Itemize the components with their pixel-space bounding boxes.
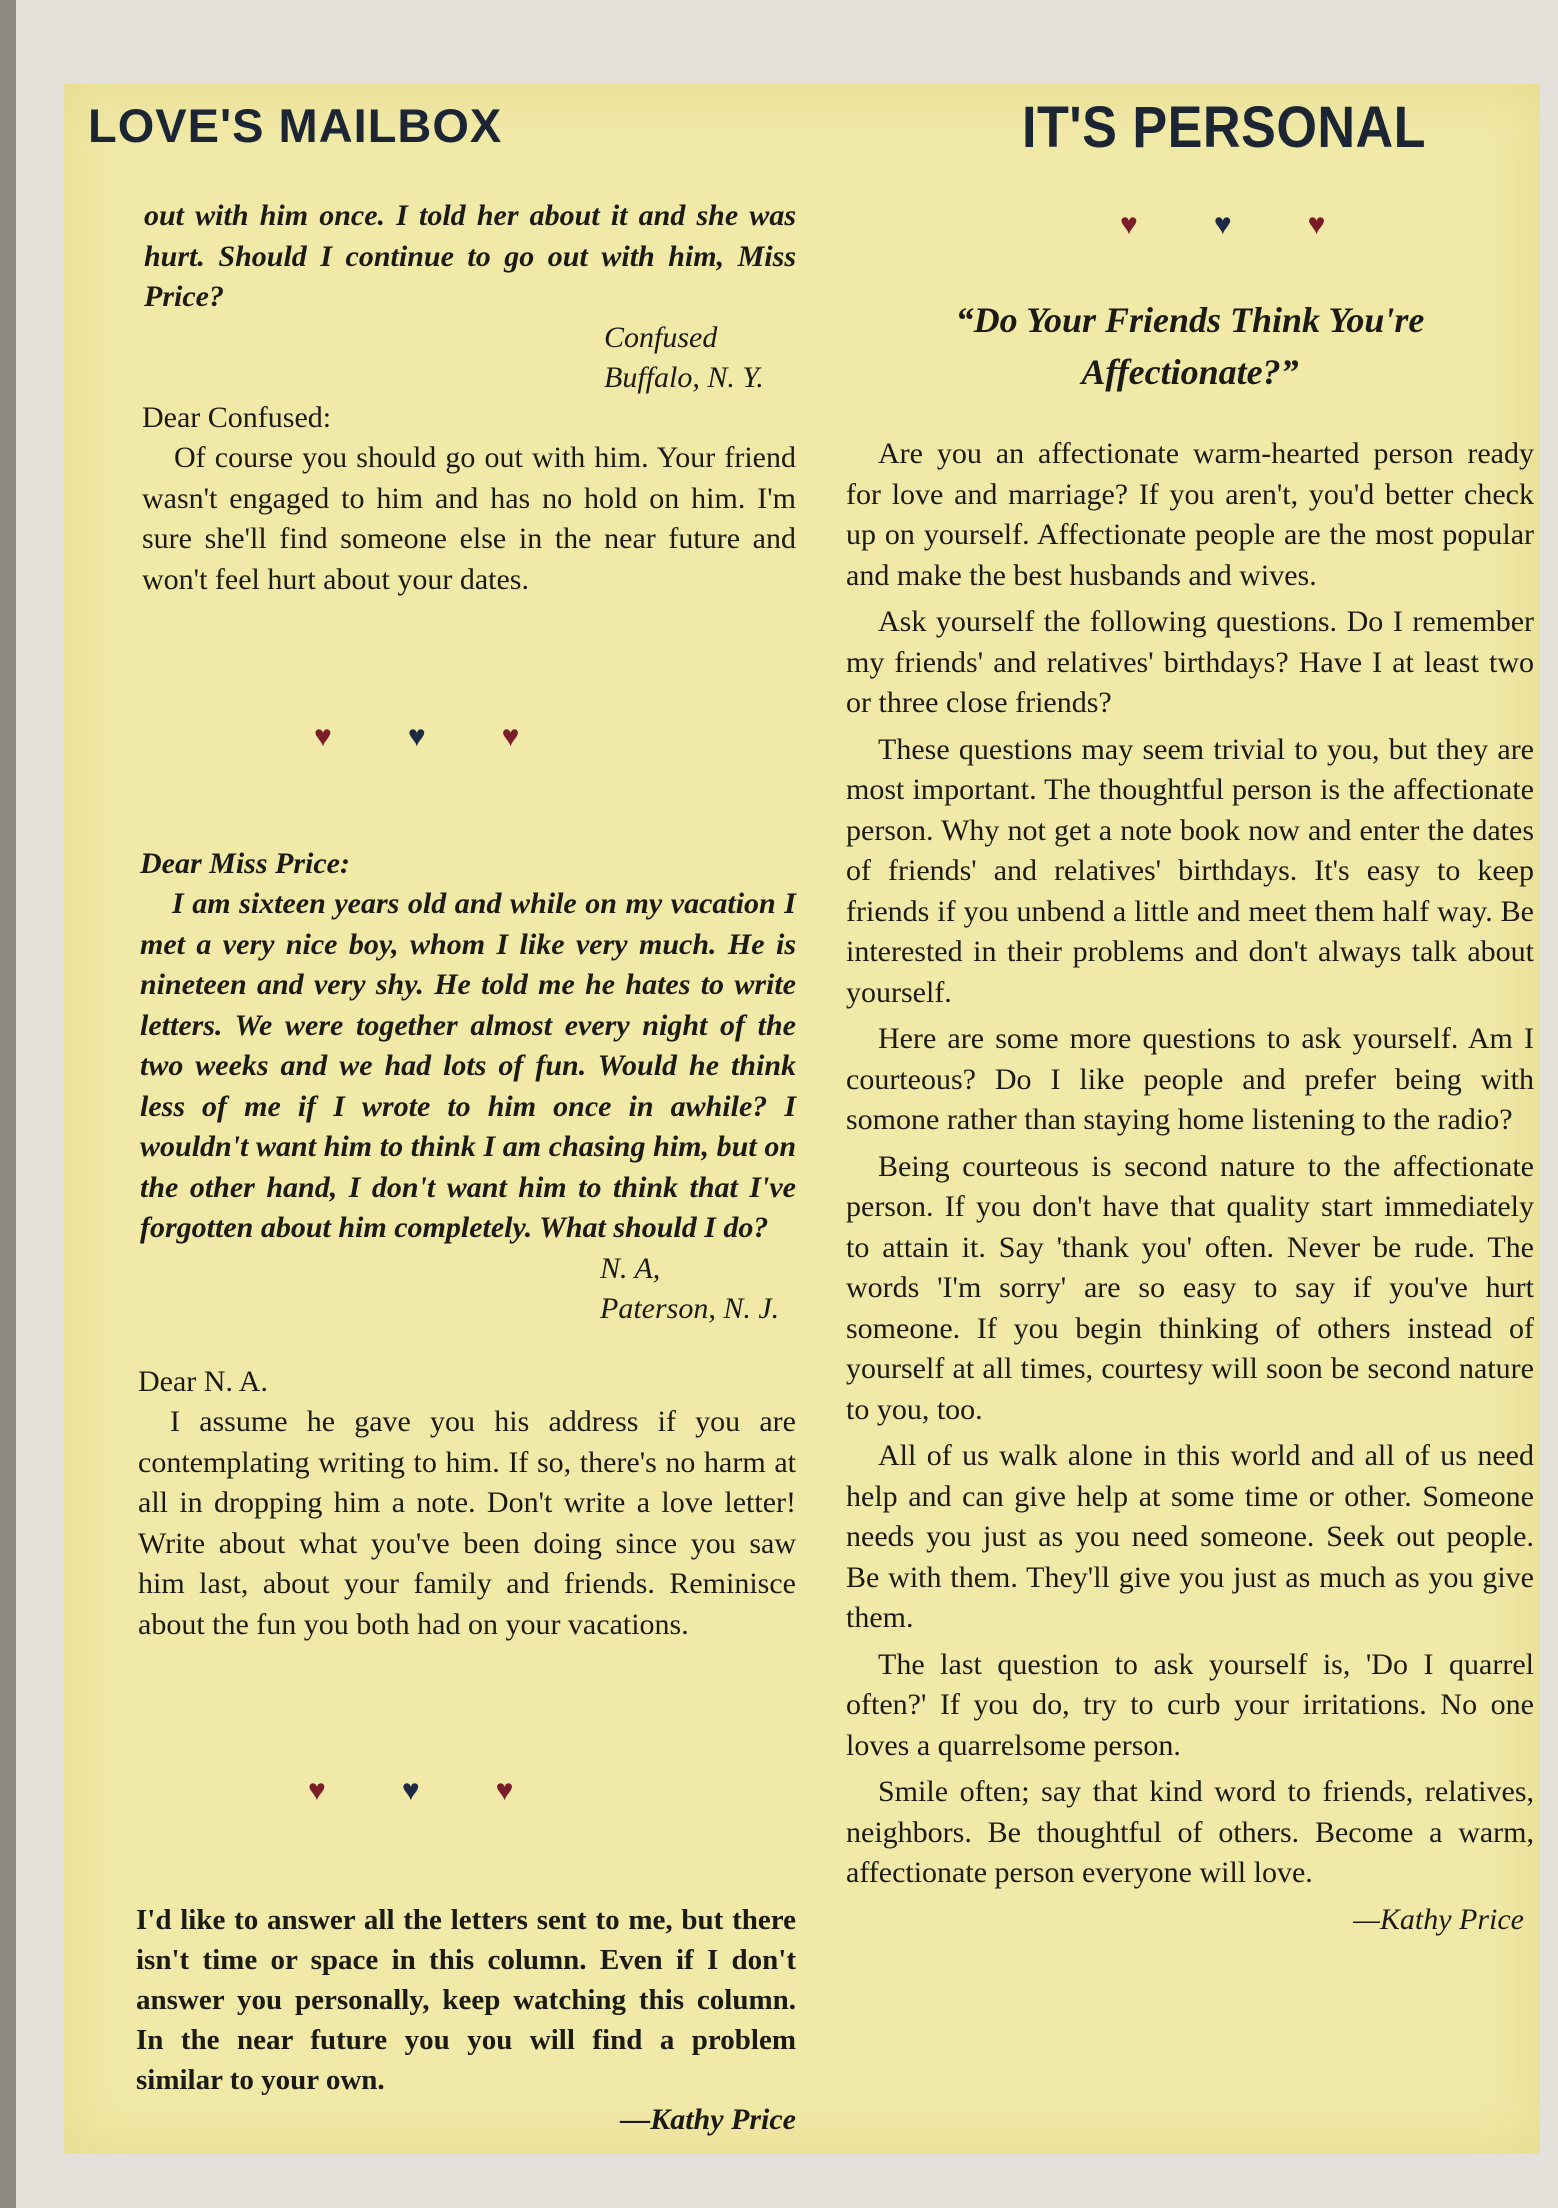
- reply1-salutation: Dear Confused:: [142, 401, 332, 434]
- article-paragraph: The last question to ask yourself is, 'Do I quarrel often?' If you do, try to curb your irritations. No one loves a quarrelsome person.: [846, 1647, 1534, 1762]
- reply2-salutation: Dear N. A.: [138, 1365, 268, 1398]
- heart-icon: ♥: [407, 720, 426, 753]
- heart-icon: ♥: [401, 1774, 420, 1807]
- reply1-body: Of course you should go out with him. Your friend wasn't engaged to him and has no hold on him. I'm sure she'll find someone else in the near future and won't feel hurt about your dates.: [142, 441, 796, 596]
- closing-signature: —Kathy Price: [620, 2103, 796, 2136]
- article-paragraph: Smile often; say that kind word to friends, relatives, neighbors. Be thoughtful of others. Become a warm, affectionate person everyone will love.: [846, 1775, 1534, 1889]
- letter2-body: I am sixteen years old and while on my vacation I met a very nice boy, whom I like very much. He is nineteen and very shy. He told me he hates to write letters. We were together almost every night of the two weeks and we had lots of fun. Would he think less of me if I wrote to him once in awhile? I wouldn't want him to think I am chasing him, but on the other hand, I don't want him to think that I've forgotten about him completely. What should I do?: [140, 887, 796, 1244]
- closing-note: [136, 1900, 796, 2140]
- article-title: “Do Your Friends Think You're Affectionate?”: [955, 300, 1425, 392]
- article-paragraph: These questions may seem trivial to you, but they are most important. The thoughtful person is the affectionate person. Why not get a note book now and enter the dates of friends' and relatives' birthdays. It's easy to keep friends if you unbend a little and meet them half way. Be interested in their problems and don't always talk about yourself.: [846, 732, 1534, 1009]
- hearts-divider-2: [308, 1776, 513, 1806]
- letter2-salutation: Dear Miss Price:: [140, 847, 350, 880]
- article-signature: —Kathy Price: [1353, 1902, 1524, 1936]
- loves-mailbox-title: LOVE'S MAILBOX: [88, 99, 503, 152]
- reply2: [138, 1362, 796, 1645]
- magazine-page: [64, 84, 1540, 2154]
- letter1-end-text: out with him once. I told her about it and she was hurt. Should I continue to go out with him, Miss Price?: [144, 199, 796, 313]
- heart-icon: ♥: [314, 720, 332, 753]
- letter2-place: Paterson, N. J.: [600, 1291, 780, 1325]
- heart-icon: ♥: [308, 1774, 326, 1807]
- hearts-divider-1: [314, 722, 519, 752]
- letter2: [140, 844, 796, 1329]
- article-paragraph: Being courteous is second nature to the affectionate person. If you don't have that quality start immediately to attain it. Say 'thank you' often. Never be rude. The words 'I'm sorry' are so easy to say if you've hurt someone. If you begin thinking of others instead of yourself at all times, courtesy will soon be second nature to you, too.: [846, 1149, 1534, 1426]
- article-paragraph: Here are some more questions to ask yourself. Am I courteous? Do I like people and prefer being with somone rather than staying home listening to the radio?: [846, 1022, 1534, 1136]
- letter1-end: [144, 196, 796, 398]
- heart-icon: ♥: [1307, 208, 1326, 241]
- heart-icon: ♥: [1213, 208, 1232, 241]
- its-personal-title: IT'S PERSONAL: [1022, 95, 1427, 160]
- article-paragraph: All of us walk alone in this world and all of us need help and can give help at some time or other. Someone needs you just as you need someone. Seek out people. Be with them. They'll give you just as much as you give them.: [846, 1439, 1534, 1634]
- closing-note-text: I'd like to answer all the letters sent to me, but there isn't time or space in this column. Even if I don't answer you personally, keep watching this column. In the near future you you will find a problem similar to your own.: [136, 1904, 796, 2096]
- reply1: [142, 398, 796, 600]
- page-binding-edge: [0, 0, 16, 2208]
- article-body: [846, 434, 1534, 1940]
- letter1-signature: Confused: [604, 320, 718, 354]
- article-paragraph: Ask yourself the following questions. Do I remember my friends' and relatives' birthdays? Have I at least two or three close friends?: [846, 605, 1534, 719]
- reply2-body: I assume he gave you his address if you are contemplating writing to him. If so, there's no harm at all in dropping him a note. Don't write a love letter! Write about what you've been doing since you saw him last, about your family and friends. Reminisce about the fun you both had on your vacations.: [138, 1405, 796, 1641]
- paper: [16, 0, 1558, 2208]
- heart-icon: ♥: [1120, 208, 1138, 241]
- letter2-signature: N. A,: [600, 1251, 661, 1285]
- article-paragraph: Are you an affectionate warm-hearted person ready for love and marriage? If you aren't, you'd better check up on yourself. Affectionate people are the most popular and make the best husbands and wives.: [846, 437, 1534, 592]
- heart-icon: ♥: [495, 1774, 514, 1807]
- hearts-divider-top: [1120, 210, 1325, 240]
- letter1-place: Buffalo, N. Y.: [604, 360, 764, 394]
- heart-icon: ♥: [501, 720, 520, 753]
